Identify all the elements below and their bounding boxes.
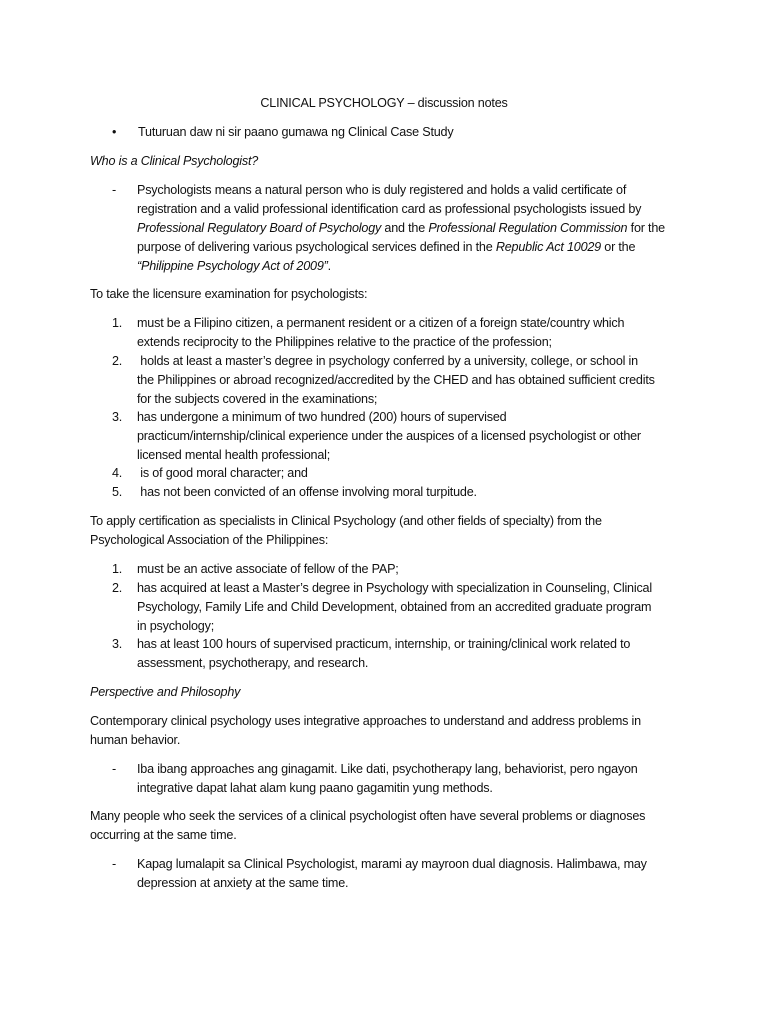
licensure-item xyxy=(112,314,685,352)
paragraph-line: Contemporary clinical psychology uses integrative approaches to understand and address problems in xyxy=(90,714,641,728)
intro-line: Psychological Association of the Philippines: xyxy=(90,533,329,547)
paragraph-line: Many people who seek the services of a clinical psychologist often have several problems or diagnoses xyxy=(90,809,646,823)
page-title: CLINICAL PSYCHOLOGY – discussion notes xyxy=(260,96,508,110)
paragraph-line: human behavior. xyxy=(90,733,181,747)
licensure-item xyxy=(112,408,685,465)
note-line: Kapag lumalapit sa Clinical Psychologist, marami ay mayroon dual diagnosis. Halimbawa, may xyxy=(137,857,647,871)
psychology-act-name: “Philippine Psychology Act of 2009” xyxy=(137,259,328,273)
list-number: 4. xyxy=(112,466,123,480)
top-bullet-text: Tuturuan daw ni sir paano gumawa ng Clinical Case Study xyxy=(138,125,454,139)
conjunction: and the xyxy=(381,221,429,235)
definition-line xyxy=(137,257,685,276)
list-line: the Philippines or abroad recognized/accredited by the CHED and has obtained sufficient credits xyxy=(137,373,655,387)
definition-line: Psychologists means a natural person who is duly registered and holds a valid certificate of xyxy=(137,183,627,197)
list-line: is of good moral character; and xyxy=(137,466,308,480)
definition-line: registration and a valid professional identification card as professional psychologists issued by xyxy=(137,202,642,216)
intro-line: To apply certification as specialists in Clinical Psychology (and other fields of specialty) from the xyxy=(90,514,602,528)
republic-act: Republic Act 10029 xyxy=(495,240,601,254)
list-line: practicum/internship/clinical experience under the auspices of a licensed psychologist or other xyxy=(137,429,641,443)
dual-diagnosis-note xyxy=(112,855,685,893)
list-line: in psychology; xyxy=(137,619,215,633)
dash-marker: - xyxy=(112,183,116,197)
period: . xyxy=(327,259,331,273)
list-line: for the subjects covered in the examinations; xyxy=(137,392,378,406)
list-line: has at least 100 hours of supervised practicum, internship, or training/clinical work related to xyxy=(137,637,631,651)
paragraph-line: occurring at the same time. xyxy=(90,828,237,842)
certification-item xyxy=(112,560,685,579)
list-line: extends reciprocity to the Philippines relative to the practice of the profession; xyxy=(137,335,552,349)
list-line: must be an active associate of fellow of the PAP; xyxy=(137,562,399,576)
list-line: has not been convicted of an offense involving moral turpitude. xyxy=(137,485,477,499)
board-name: Professional Regulatory Board of Psychology xyxy=(137,221,382,235)
certification-intro xyxy=(90,512,680,550)
list-line: holds at least a master’s degree in psychology conferred by a university, college, or school in xyxy=(137,354,638,368)
licensure-item xyxy=(112,464,685,483)
list-number: 1. xyxy=(112,316,123,330)
certification-item xyxy=(112,635,685,673)
definition-line xyxy=(137,219,685,238)
heading-who: Who is a Clinical Psychologist? xyxy=(90,154,259,168)
list-number: 1. xyxy=(112,562,123,576)
list-line: has undergone a minimum of two hundred (200) hours of supervised xyxy=(137,410,507,424)
approaches-note xyxy=(112,760,685,798)
heading-perspective: Perspective and Philosophy xyxy=(90,685,241,699)
list-number: 5. xyxy=(112,485,123,499)
commission-name: Professional Regulation Commission xyxy=(428,221,628,235)
list-line: must be a Filipino citizen, a permanent resident or a citizen of a foreign state/country which xyxy=(137,316,625,330)
list-number: 2. xyxy=(112,354,123,368)
list-line: has acquired at least a Master’s degree in Psychology with specialization in Counseling, Clinical xyxy=(137,581,652,595)
definition-item xyxy=(112,181,685,276)
list-number: 3. xyxy=(112,410,123,424)
note-line: Iba ibang approaches ang ginagamit. Like dati, psychotherapy lang, behaviorist, pero ngayon xyxy=(137,762,638,776)
licensure-item xyxy=(112,483,685,502)
definition-text xyxy=(137,181,685,276)
list-number: 2. xyxy=(112,581,123,595)
contemporary-paragraph xyxy=(90,712,680,750)
certification-item xyxy=(112,579,685,636)
list-line: Psychology, Family Life and Child Development, obtained from an accredited graduate program xyxy=(137,600,652,614)
dash-marker: - xyxy=(112,762,116,776)
definition-text-tail: or the xyxy=(600,240,636,254)
dash-marker: - xyxy=(112,857,116,871)
definition-text-tail: for the xyxy=(627,221,665,235)
licensure-item xyxy=(112,352,685,409)
definition-line xyxy=(137,238,685,257)
licensure-intro: To take the licensure examination for psychologists: xyxy=(90,287,368,301)
definition-text-start: purpose of delivering various psychological services defined in the xyxy=(137,240,496,254)
note-line: integrative dapat lahat alam kung paano gagamitin yung methods. xyxy=(137,781,493,795)
note-line: depression at anxiety at the same time. xyxy=(137,876,349,890)
many-people-paragraph xyxy=(90,807,680,845)
list-line: assessment, psychotherapy, and research. xyxy=(137,656,369,670)
top-bullet xyxy=(112,123,453,142)
bullet-icon: • xyxy=(112,125,117,139)
list-line: licensed mental health professional; xyxy=(137,448,331,462)
list-number: 3. xyxy=(112,637,123,651)
